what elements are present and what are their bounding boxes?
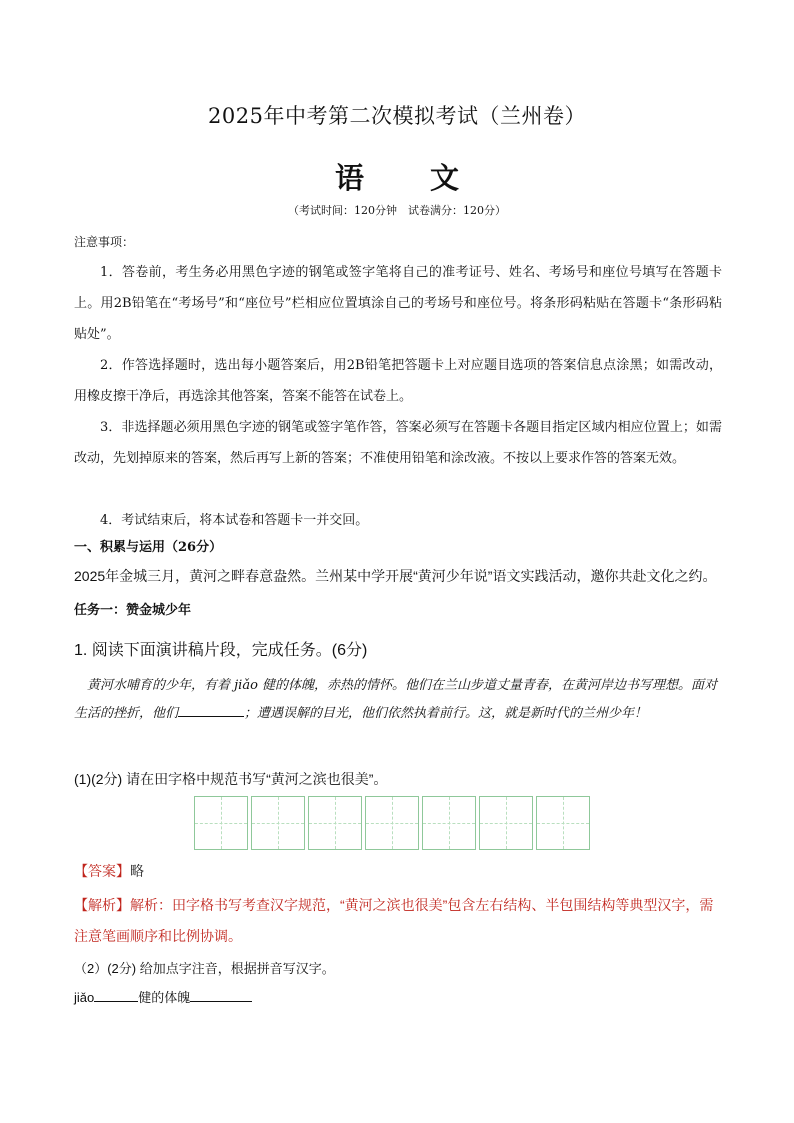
- fill-blank: [178, 702, 244, 717]
- answer-line: [74, 861, 144, 881]
- notice-item-3: 3．非选择题必须用黑色字迹的钢笔或签字笔作答，答案必须写在答题卡各题目指定区域内相应位置上；如需改动，先划掉原来的答案，然后再写上新的答案；不准使用铅笔和涂改液。不按以上要求作答的答案无效。: [74, 420, 722, 466]
- tianzige-cell: [251, 796, 305, 850]
- pinyin-blank: [190, 989, 252, 1002]
- answer-tag: 【答案】: [74, 863, 130, 879]
- answer-text: 略: [130, 863, 144, 879]
- notice-item-2: 2．作答选择题时，选出每小题答案后，用2B铅笔把答题卡上对应题目选项的答案信息点涂黑；如需改动，用橡皮擦干净后，再选涂其他答案，答案不能答在试卷上。: [74, 358, 722, 404]
- subject-title: 语 文: [334, 161, 488, 195]
- analysis-text: 解析：田字格书写考查汉字规范，“黄河之滨也很美”包含左右结构、半包围结构等典型汉字，需注意笔画顺序和比例协调。: [74, 897, 714, 944]
- tianzige-cell: [479, 796, 533, 850]
- exam-title: 2025年中考第二次模拟考试（兰州卷）: [208, 104, 586, 128]
- exam-info: （考试时间：120分钟 试卷满分：120分）: [288, 204, 506, 217]
- tianzige-grid: [194, 796, 590, 850]
- section-heading: 一、积累与运用（26分）: [74, 540, 223, 555]
- notice-item-1: 1．答卷前，考生务必用黑色字迹的钢笔或签字笔将自己的准考证号、姓名、考场号和座位号填写在答题卡上。用2B铅笔在“考场号”和“座位号”栏相应位置填涂自己的考场号和座位号。将条形码粘贴在答题卡“条形码粘贴处”。: [74, 265, 722, 342]
- sub-question-1: (1)(2分) 请在田字格中规范书写“黄河之滨也很美”。: [74, 771, 388, 787]
- pinyin-mid: 健的体魄: [138, 990, 191, 1005]
- notice-heading: 注意事项：: [74, 235, 135, 249]
- task-heading: 任务一：赞金城少年: [74, 603, 192, 618]
- question-1: 1. 阅读下面演讲稿片段，完成任务。(6分): [74, 642, 368, 659]
- tianzige-cell: [308, 796, 362, 850]
- tianzige-cell: [194, 796, 248, 850]
- passage-part-2: ；遭遇误解的目光，他们依然执着前行。这，就是新时代的兰州少年！: [244, 706, 648, 721]
- section-intro: 2025年金城三月，黄河之畔春意盎然。兰州某中学开展“黄河少年说”语文实践活动，邀你共赴文化之约。: [74, 568, 717, 584]
- analysis-line: [74, 890, 722, 952]
- pinyin-label: jiǎo: [74, 990, 95, 1005]
- tianzige-cell: [422, 796, 476, 850]
- pinyin-blank: [94, 989, 138, 1002]
- tianzige-cell: [365, 796, 419, 850]
- tianzige-cell: [536, 796, 590, 850]
- notice-item-4: 4．考试结束后，将本试卷和答题卡一并交回。: [100, 513, 369, 528]
- sub-question-2: （2）(2分) 给加点字注音，根据拼音写汉字。: [74, 961, 335, 976]
- pinyin-line: [74, 987, 252, 1006]
- analysis-tag: 【解析】: [74, 897, 130, 913]
- passage-part-1: 黄河水哺育的少年，有着 jiǎo 健的体魄，赤热的情怀。他们在兰山步道丈量青春，在黄河岸边书写理想。面对生活的挫折，他们: [74, 678, 718, 721]
- speech-passage: [74, 672, 722, 728]
